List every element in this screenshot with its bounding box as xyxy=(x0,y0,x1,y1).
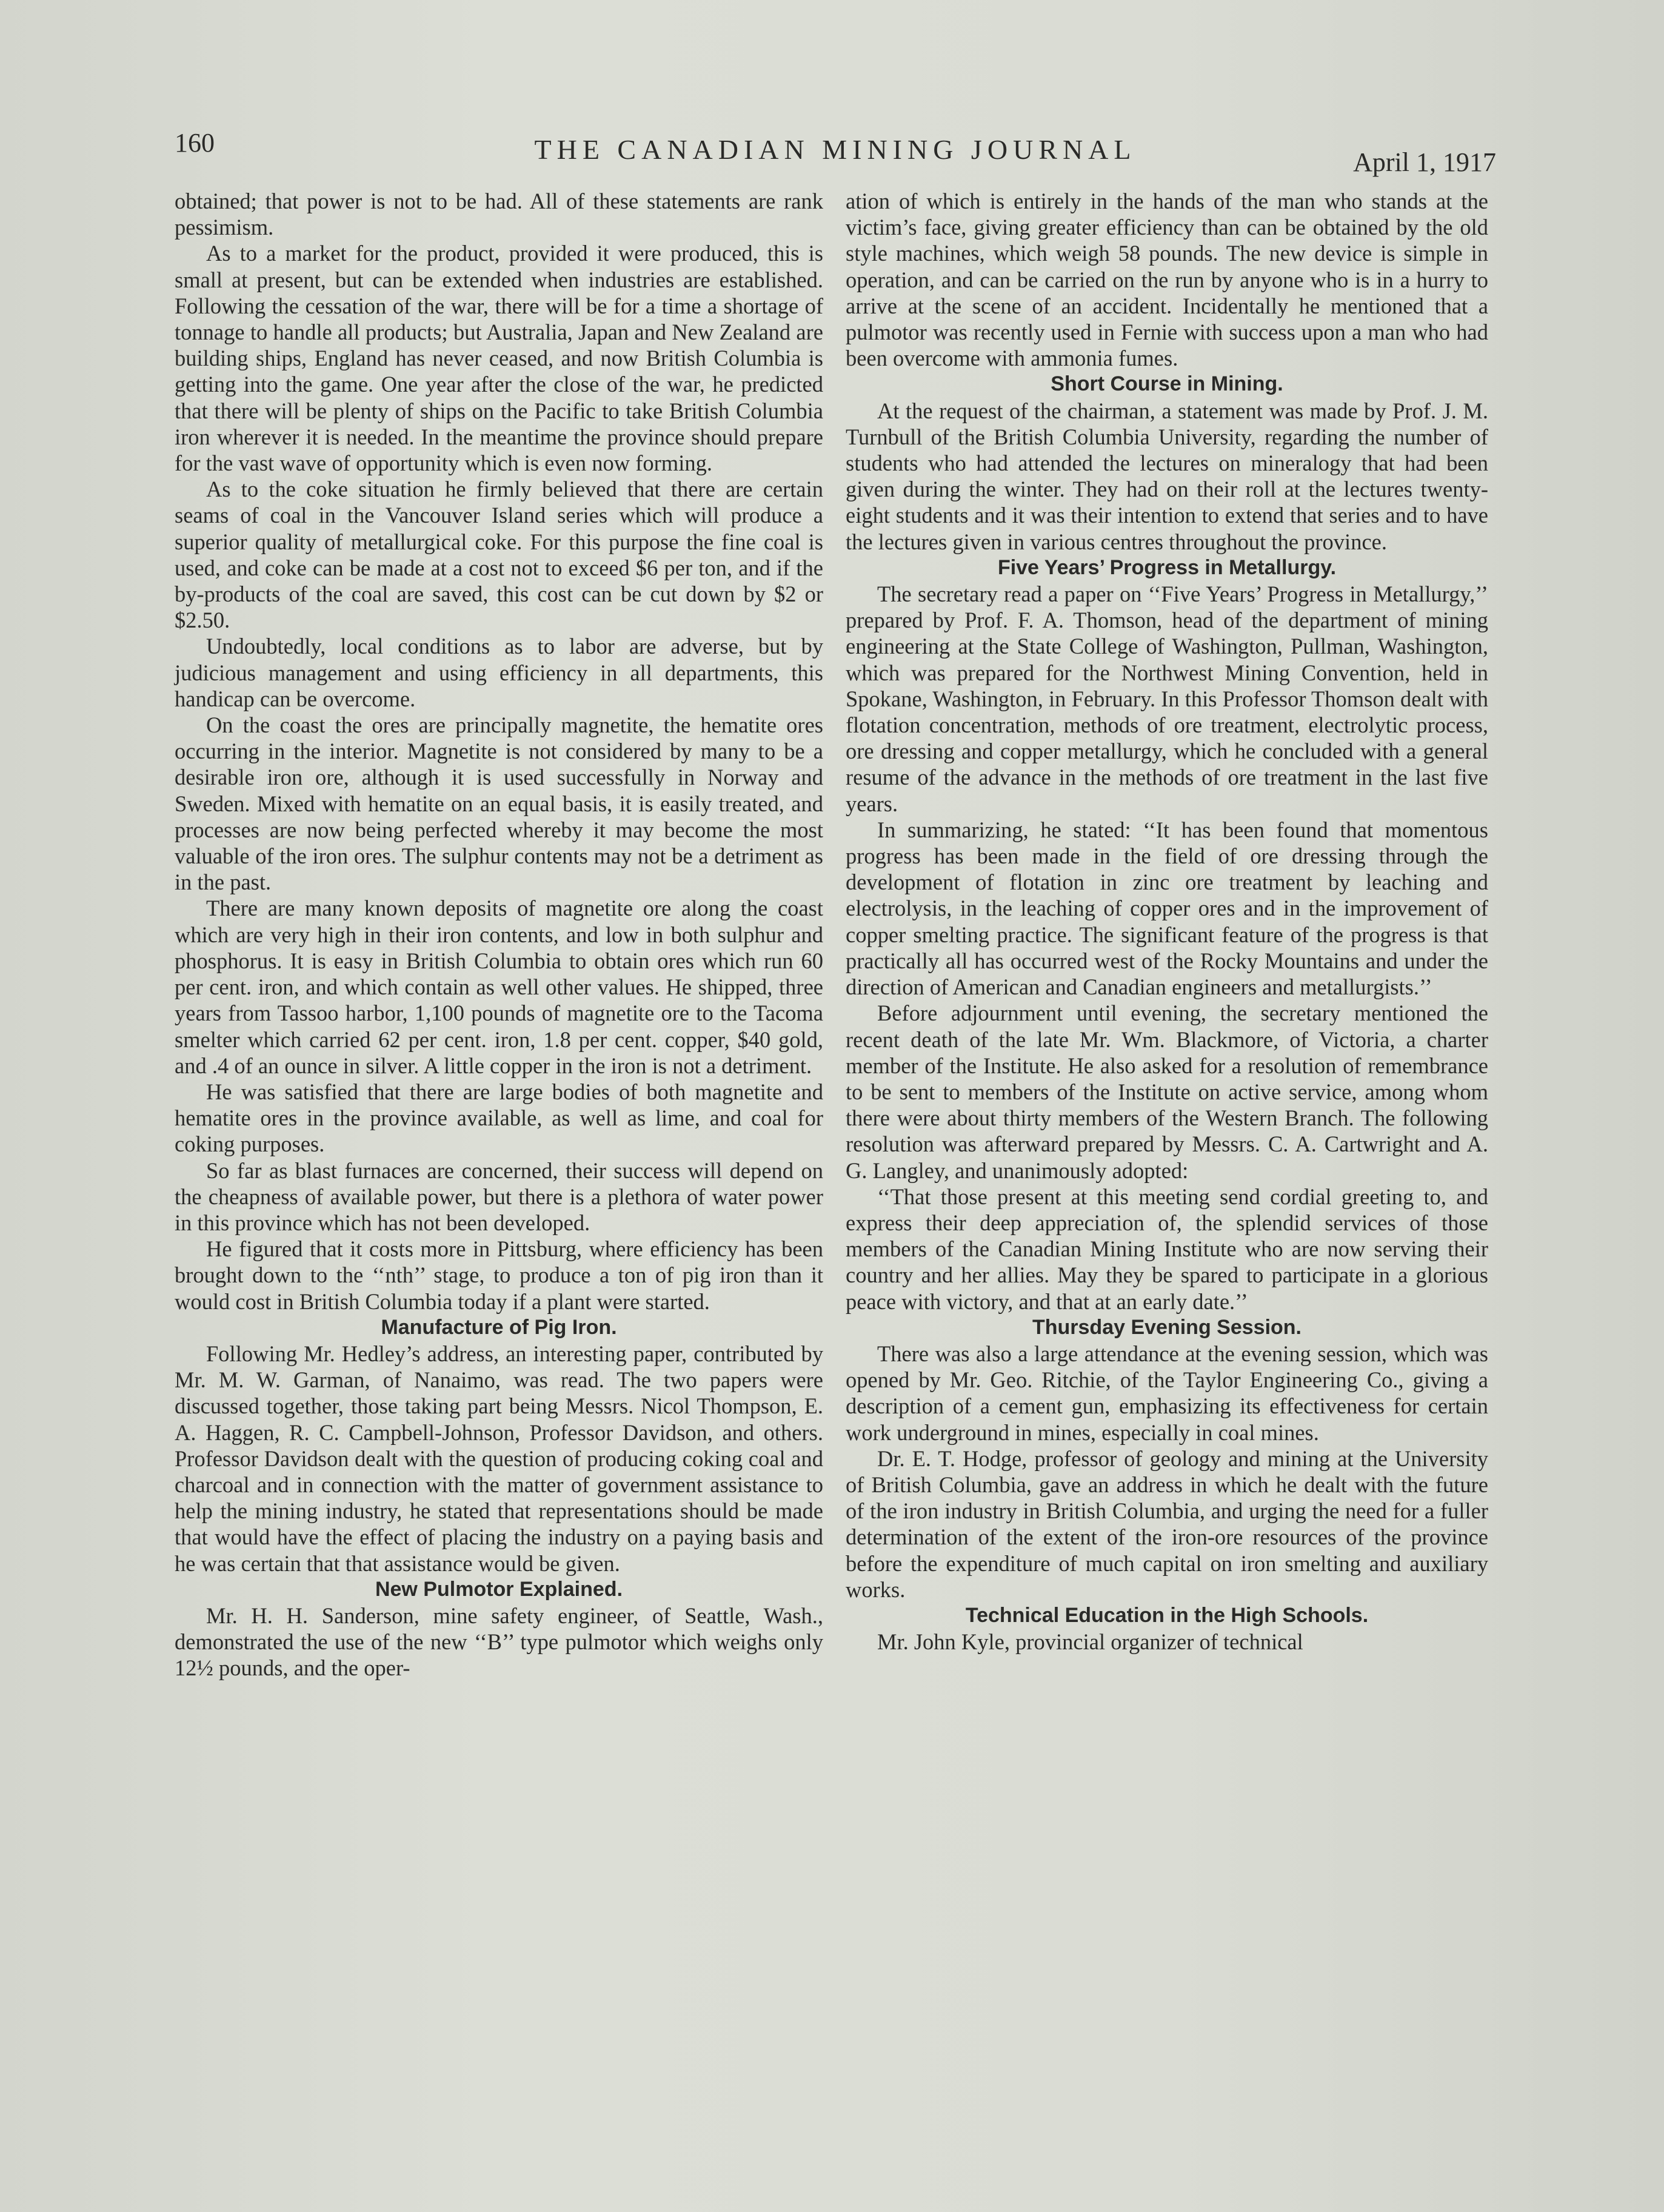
journal-title: THE CANADIAN MINING JOURNAL xyxy=(534,134,1137,165)
paragraph: Before adjournment until evening, the secretary mentioned the recent death of the late Mr. Wm. Blackmore, of Victoria, a charter member of the Institute. He also asked for a resolution of remembrance to be sent to members of the Institute on active service, among whom there were about thirty members of the Western Branch. The following resolution was afterward prepared by Messrs. C. A. Cartwright and A. G. Langley, and unanimously adopted: xyxy=(846,1000,1488,1183)
section-heading: Thursday Evening Session. xyxy=(1032,1315,1301,1339)
paragraph: As to a market for the product, provided it were produced, this is small at present, but can be extended when industries are established. Following the cessation of the war, there will be for a time a shortage of tonnage to handle all products; but Australia, Japan and New Zealand are building ships, England has never ceased, and now British Columbia is getting into the game. One year after the close of the war, he predicted that there will be plenty of ships on the Pacific to take British Columbia iron wherever it is needed. In the meantime the province should prepare for the vast wave of opportunity which is even now forming. xyxy=(175,241,823,476)
section-heading: Technical Education in the High Schools. xyxy=(965,1603,1369,1627)
right-column xyxy=(846,188,1488,1655)
paragraph: He figured that it costs more in Pittsburg, where efficiency has been brought down to the ‘‘nth’’ stage, to produce a ton of pig iron than it would cost in British Columbia today if a plant were started. xyxy=(175,1236,823,1314)
paragraph: There are many known deposits of magnetite ore along the coast which are very high in their iron contents, and low in both sulphur and phosphorus. It is easy in British Columbia to obtain ores which run 60 per cent. iron, and which contain as well other values. He shipped, three years from Tassoo harbor, 1,100 pounds of magnetite ore to the Tacoma smelter which carried 62 per cent. iron, 1.8 per cent. copper, $40 gold, and .4 of an ounce in silver. A little copper in the iron is not a detriment. xyxy=(175,896,823,1078)
paragraph: The secretary read a paper on ‘‘Five Years’ Progress in Metallurgy,’’ prepared by Prof. F. A. Thomson, head of the department of mining engineering at the State College of Washington, Pullman, Washington, which was prepared for the Northwest Mining Convention, held in Spokane, Washington, in February. In this Professor Thomson dealt with flotation concentration, methods of ore treatment, electrolytic process, ore dressing and copper metallurgy, which he concluded with a general resume of the advance in the methods of ore treatment in the last five years. xyxy=(846,581,1488,816)
paragraph: Mr. John Kyle, provincial organizer of technical xyxy=(877,1629,1303,1655)
paragraph: Mr. H. H. Sanderson, mine safety engineer, of Seattle, Wash., demonstrated the use of the new ‘‘B’’ type pulmotor which weighs only 12½ pounds, and the oper- xyxy=(175,1603,823,1681)
paragraph: Dr. E. T. Hodge, professor of geology and mining at the University of British Columbia, gave an address in which he dealt with the future of the iron industry in British Columbia, and urging the need for a fuller determination of the extent of the iron-ore resources of the province before the expenditure of much capital on iron smelting and auxiliary works. xyxy=(846,1446,1488,1602)
page-number: 160 xyxy=(175,128,215,158)
left-column xyxy=(175,188,823,1681)
page-header xyxy=(175,121,1496,176)
paragraph: ation of which is entirely in the hands of the man who stands at the victim’s face, giving greater efficiency than can be obtained by the old style machines, which weigh 58 pounds. The new device is simple in operation, and can be carried on the run by anyone who is in a hurry to arrive at the scene of an accident. Incidentally he mentioned that a pulmotor was recently used in Fernie with success upon a man who had been overcome with ammonia fumes. xyxy=(846,189,1488,371)
paragraph: At the request of the chairman, a statement was made by Prof. J. M. Turnbull of the British Columbia University, regarding the number of students who had attended the lectures on mineralogy that had been given during the winter. They had on their roll at the lectures twenty-eight students and it was their intention to extend that series and to have the lectures given in various centres throughout the province. xyxy=(846,398,1488,554)
paragraph: In summarizing, he stated: ‘‘It has been found that momentous progress has been made in the field of ore dressing through the development of flotation in zinc ore treatment by leaching and electrolysis, in the leaching of copper ores and in the improvement of copper smelting practice. The significant feature of the progress is that practically all has occurred west of the Rocky Mountains and under the direction of American and Canadian engineers and metallurgists.’’ xyxy=(846,817,1488,1000)
paragraph: Following Mr. Hedley’s address, an interesting paper, contributed by Mr. M. W. Garman, of Nanaimo, was read. The two papers were discussed together, those taking part being Messrs. Nicol Thompson, E. A. Haggen, R. C. Campbell-Johnson, Professor Davidson, and others. Professor Davidson dealt with the question of producing coking coal and charcoal and in connection with the matter of government assistance to help the mining industry, he stated that representations should be made that would have the effect of placing the industry on a paying basis and he was certain that that assistance would be given. xyxy=(175,1341,823,1576)
paragraph: There was also a large attendance at the evening session, which was opened by Mr. Geo. Ritchie, of the Taylor Engineering Co., giving a description of a cement gun, emphasizing its effectiveness for certain work underground in mines, especially in coal mines. xyxy=(846,1341,1488,1445)
section-heading: Five Years’ Progress in Metallurgy. xyxy=(997,555,1337,579)
paragraph: Undoubtedly, local conditions as to labor are adverse, but by judicious management and using efficiency in all departments, this handicap can be overcome. xyxy=(175,634,823,711)
paragraph: ‘‘That those present at this meeting send cordial greeting to, and express their deep appreciation of, the splendid services of those members of the Canadian Mining Institute who are now serving their country and her allies. May they be spared to participate in a glorious peace with victory, and that at an early date.’’ xyxy=(846,1184,1488,1314)
paragraph: obtained; that power is not to be had. All of these statements are rank pessimism. xyxy=(175,189,823,240)
paragraph: So far as blast furnaces are concerned, their success will depend on the cheapness of available power, but there is a plethora of water power in this province which has not been developed. xyxy=(175,1158,823,1235)
section-heading: Manufacture of Pig Iron. xyxy=(381,1315,617,1339)
paragraph: On the coast the ores are principally magnetite, the hematite ores occurring in the interior. Magnetite is not considered by many to be a desirable iron ore, although it is used successfully in Norway and Sweden. Mixed with hematite on an equal basis, it is easily treated, and processes are now being perfected whereby it may become the most valuable of the iron ores. The sulphur contents may not be a detriment as in the past. xyxy=(175,712,823,895)
paragraph: As to the coke situation he firmly believed that there are certain seams of coal in the Vancouver Island series which will produce a superior quality of metallurgical coke. For this purpose the fine coal is used, and coke can be made at a cost not to exceed $6 per ton, and if the by-products of the coal are saved, this cost can be cut down by $2 or $2.50. xyxy=(175,477,823,633)
section-heading: New Pulmotor Explained. xyxy=(375,1577,623,1601)
section-heading: Short Course in Mining. xyxy=(1051,372,1283,396)
issue-date: April 1, 1917 xyxy=(1353,147,1496,177)
paragraph: He was satisfied that there are large bodies of both magnetite and hematite ores in the province available, as well as lime, and coal for coking purposes. xyxy=(175,1079,823,1157)
